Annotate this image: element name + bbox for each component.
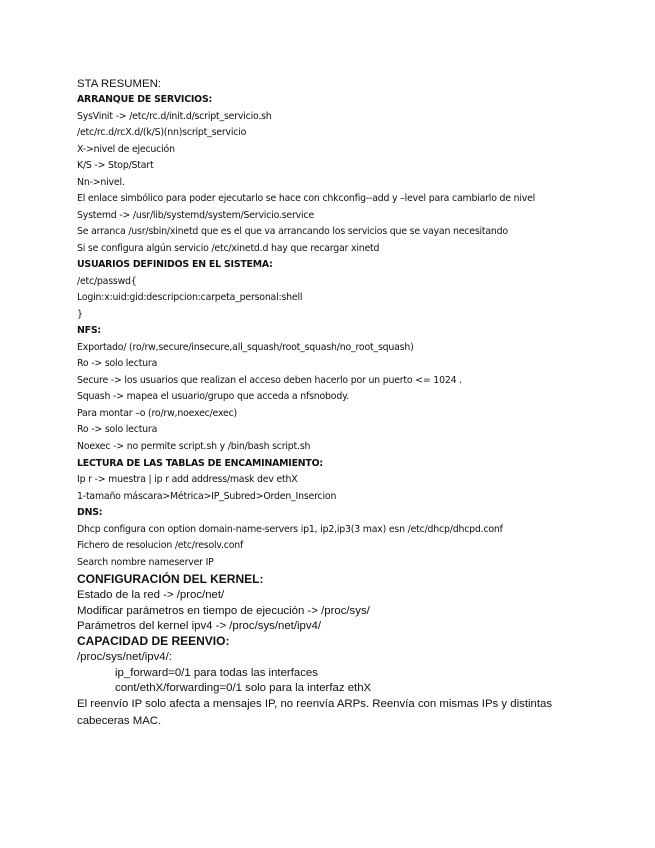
closing-paragraph: El reenvío IP solo afecta a mensajes IP, no reenvía ARPs. Reenvía con mismas IPs y distintas cabeceras MAC. bbox=[77, 698, 553, 727]
text-line: 1-tamaño máscara>Métrica>IP_Subred>Orden_Insercion bbox=[77, 491, 337, 502]
text-line: /etc/passwd{ bbox=[77, 276, 137, 287]
text-line: Ro -> solo lectura bbox=[77, 424, 158, 435]
text-line: Nn->nivel. bbox=[77, 177, 125, 188]
text-line: Search nombre nameserver IP bbox=[77, 557, 214, 568]
text-line: Estado de la red -> /proc/net/ bbox=[77, 589, 225, 601]
text-line: /etc/rc.d/rcX.d/(k/S)(nn)script_servicio bbox=[77, 127, 247, 138]
section-heading: NFS: bbox=[77, 325, 101, 336]
text-line: Systemd -> /usr/lib/systemd/system/Servicio.service bbox=[77, 210, 314, 221]
text-line: Noexec -> no permite script.sh y /bin/bash script.sh bbox=[77, 441, 311, 452]
document-heading: STA RESUMEN: bbox=[77, 78, 161, 90]
text-line: cont/ethX/forwarding=0/1 solo para la interfaz ethX bbox=[115, 682, 372, 694]
text-line: Squash -> mapea el usuario/grupo que acceda a nfsnobody. bbox=[77, 391, 349, 402]
section-heading: ARRANQUE DE SERVICIOS: bbox=[77, 94, 213, 105]
text-line: X->nivel de ejecución bbox=[77, 144, 175, 155]
text-line: /proc/sys/net/ipv4/: bbox=[77, 651, 172, 663]
text-line: Modificar parámetros en tiempo de ejecución -> /proc/sys/ bbox=[77, 605, 370, 617]
text-line: Exportado/ (ro/rw,secure/insecure,all_squash/root_squash/no_root_squash) bbox=[77, 342, 414, 353]
section-heading: CAPACIDAD DE REENVIO: bbox=[77, 634, 230, 648]
text-line: Ro -> solo lectura bbox=[77, 358, 158, 369]
section-heading: DNS: bbox=[77, 507, 103, 518]
text-line: Se arranca /usr/sbin/xinetd que es el que va arrancando los servicios que se vayan necesitando bbox=[77, 226, 508, 237]
text-line: Secure -> los usuarios que realizan el acceso deben hacerlo por un puerto <= 1024 . bbox=[77, 375, 462, 386]
text-line: Fichero de resolucion /etc/resolv.conf bbox=[77, 540, 244, 551]
text-line: ip_forward=0/1 para todas las interfaces bbox=[115, 667, 318, 679]
text-line: Login:x:uid:gid:descripcion:carpeta_personal:shell bbox=[77, 292, 303, 303]
section-heading: CONFIGURACIÓN DEL KERNEL: bbox=[77, 572, 264, 586]
section-heading: USUARIOS DEFINIDOS EN EL SISTEMA: bbox=[77, 259, 273, 270]
text-line: K/S -> Stop/Start bbox=[77, 160, 154, 171]
text-line: El enlace simbólico para poder ejecutarlo se hace con chkconfig--add y –level para cambiarlo de nivel bbox=[77, 193, 536, 204]
section-heading: LECTURA DE LAS TABLAS DE ENCAMINAMIENTO: bbox=[77, 458, 323, 469]
text-line: SysVinit -> /etc/rc.d/init.d/script_servicio.sh bbox=[77, 111, 272, 122]
text-line: Ip r -> muestra | ip r add address/mask dev ethX bbox=[77, 474, 298, 485]
text-line: Si se configura algún servicio /etc/xinetd.d hay que recargar xinetd bbox=[77, 243, 380, 254]
text-line: Parámetros del kernel ipv4 -> /proc/sys/net/ipv4/ bbox=[77, 620, 322, 632]
text-line: Dhcp configura con option domain-name-servers ip1, ip2,ip3(3 max) esn /etc/dhcp/dhcpd.conf bbox=[77, 524, 503, 535]
text-line: } bbox=[77, 309, 83, 320]
text-line: Para montar –o (ro/rw,noexec/exec) bbox=[77, 408, 237, 419]
